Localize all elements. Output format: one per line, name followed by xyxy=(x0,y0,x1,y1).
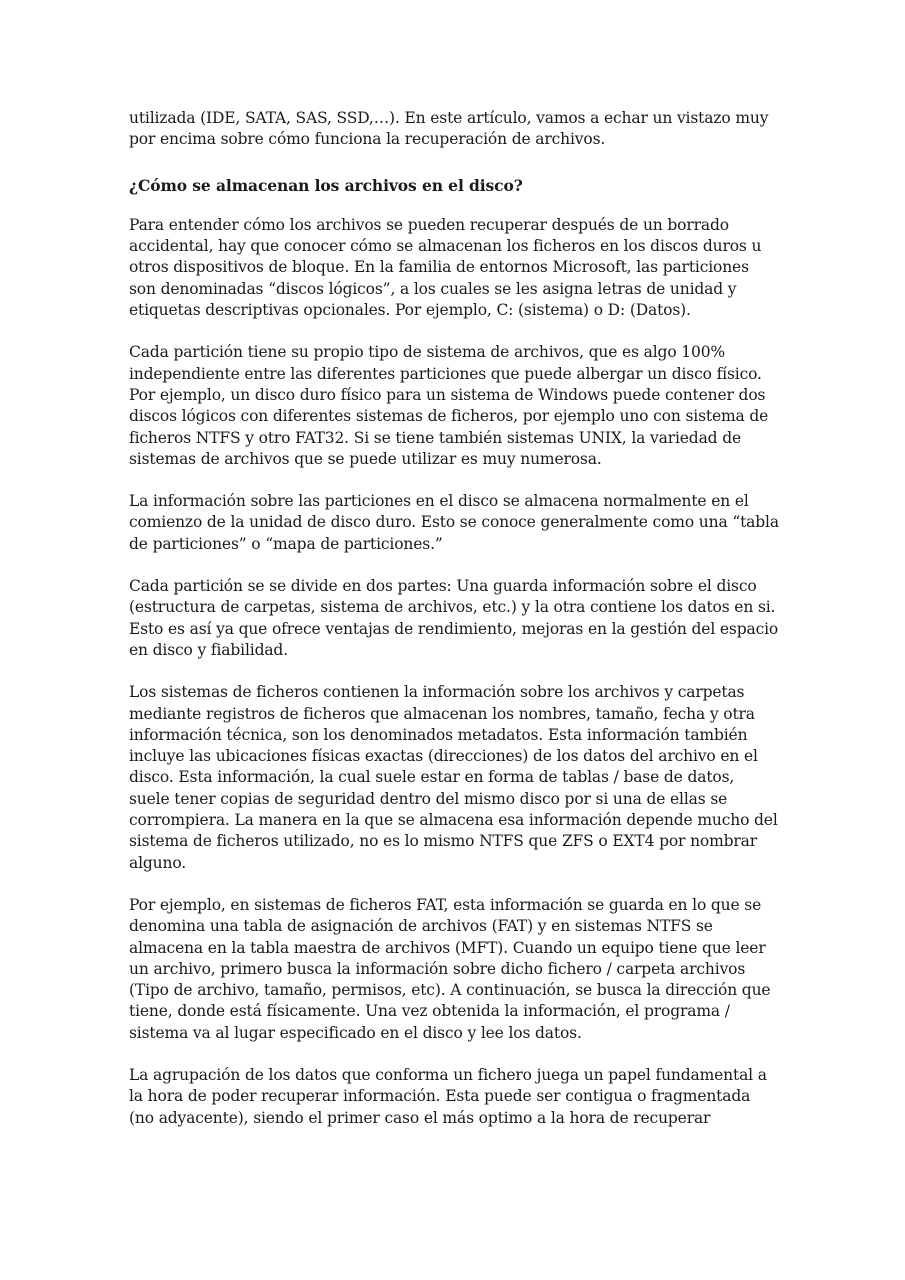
paragraph-tabla-particiones: La información sobre las particiones en el disco se almacena normalmente en el comienzo de la unidad de disco duro. Esto se conoce generalmente como una “tabla de particiones” o “mapa de particiones.” xyxy=(129,492,779,553)
paragraph-particiones: Para entender cómo los archivos se pueden recuperar después de un borrado accidental, hay que conocer cómo se almacenan los ficheros en los discos duros u otros dispositivos de bloque. En la familia de entornos Microsoft, las particiones son denominadas “discos lógicos”, a los cuales se les asigna letras de unidad y etiquetas descriptivas opcionales. Por ejemplo, C: (sistema) o D: (Datos). xyxy=(129,215,762,320)
paragraph-fat-ntfs: Por ejemplo, en sistemas de ficheros FAT, esta información se guarda en lo que se denomina una tabla de asignación de archivos (FAT) y en sistemas NTFS se almacena en la tabla maestra de archivos (MFT). Cuando un equipo tiene que leer un archivo, primero busca la información sobre dicho fichero / carpeta archivos (Tipo de archivo, tamaño, permisos, etc). A continuación, se busca la dirección que tiene, donde está físicamente. Una vez obtenida la información, el programa / sistema va al lugar especificado en el disco y lee los datos. xyxy=(129,895,771,1042)
intro-paragraph: utilizada (IDE, SATA, SAS, SSD,…). En este artículo, vamos a echar un vistazo muy por encima sobre cómo funciona la recuperación de archivos. xyxy=(129,109,769,149)
paragraph-sistema-archivos: Cada partición tiene su propio tipo de sistema de archivos, que es algo 100% independiente entre las diferentes particiones que puede albergar un disco físico. Por ejemplo, un disco duro físico para un sistema de Windows puede contener dos discos lógicos con diferentes sistemas de ficheros, por ejemplo uno con sistema de ficheros NTFS y otro FAT32. Si se tiene también sistemas UNIX, la variedad de sistemas de archivos que se puede utilizar es muy numerosa. xyxy=(129,343,769,468)
section-heading: ¿Cómo se almacenan los archivos en el disco? xyxy=(129,175,523,195)
paragraph-division-particion: Cada partición se se divide en dos partes: Una guarda información sobre el disco (estructura de carpetas, sistema de archivos, etc.) y la otra contiene los datos en si. Esto es así ya que ofrece ventajas de rendimiento, mejoras en la gestión del espacio en disco y fiabilidad. xyxy=(129,577,779,659)
document-page xyxy=(129,108,779,1150)
paragraph-agrupacion-datos: La agrupación de los datos que conforma un fichero juega un papel fundamental a la hora de poder recuperar información. Esta puede ser contigua o fragmentada (no adyacente), siendo el primer caso el más optimo a la hora de recuperar xyxy=(129,1065,767,1127)
paragraph-metadatos: Los sistemas de ficheros contienen la información sobre los archivos y carpetas mediante registros de ficheros que almacenan los nombres, tamaño, fecha y otra información técnica, son los denominados metadatos. Esta información también incluye las ubicaciones físicas exactas (direcciones) de los datos del archivo en el disco. Esta información, la cual suele estar en forma de tablas / base de datos, suele tener copias de seguridad dentro del mismo disco por si una de ellas se corrompiera. La manera en la que se almacena esa información depende mucho del sistema de ficheros utilizado, no es lo mismo NTFS que ZFS o EXT4 por nombrar alguno. xyxy=(129,683,778,872)
